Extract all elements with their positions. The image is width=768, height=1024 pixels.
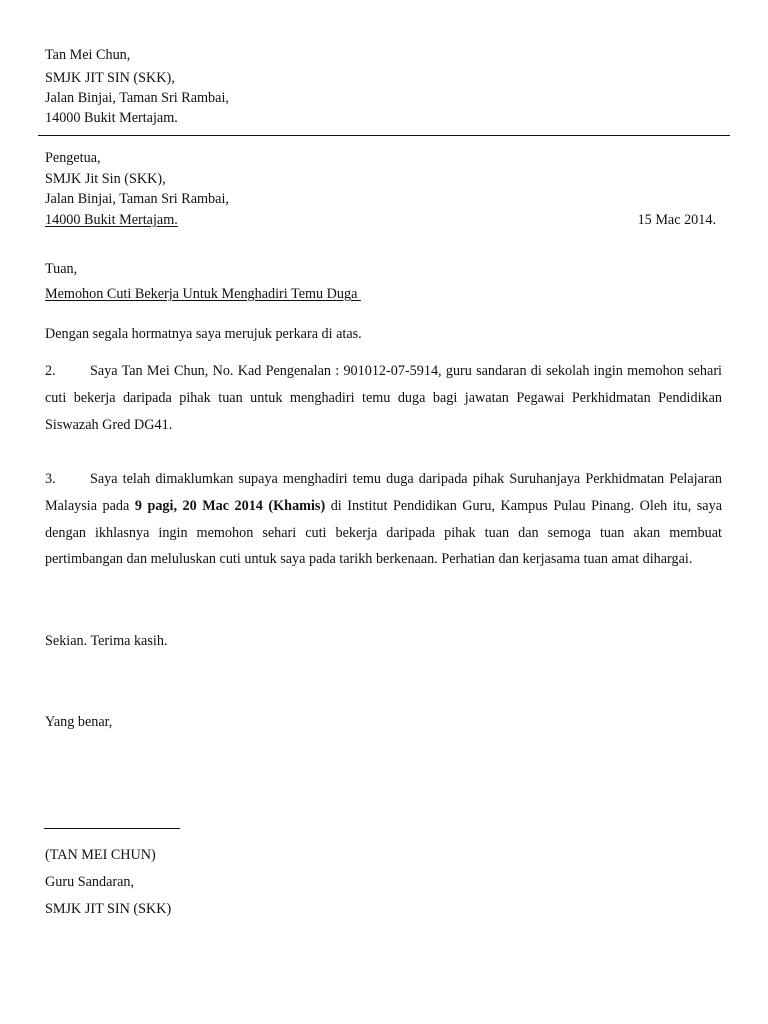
paragraph-3-interview-time: 9 pagi, 20 Mac 2014 (Khamis) [134,497,326,514]
signoff: Yang benar, [45,714,113,730]
recipient-school: SMJK Jit Sin (SKK), [45,171,166,187]
closing-line: Sekian. Terima kasih. [45,633,168,649]
paragraph-3 [45,466,722,573]
sender-name: Tan Mei Chun, [45,47,131,63]
sender-school: SMJK JIT SIN (SKK), [45,70,175,86]
recipient-street: Jalan Binjai, Taman Sri Rambai, [45,191,229,207]
subject-line: Memohon Cuti Bekerja Untuk Menghadiri Temu Duga [45,286,361,302]
opening-sentence: Dengan segala hormatnya saya merujuk perkara di atas. [45,326,362,342]
recipient-city: 14000 Bukit Mertajam. [45,212,178,228]
signature-school: SMJK JIT SIN (SKK) [45,901,172,917]
sender-street: Jalan Binjai, Taman Sri Rambai, [45,90,229,106]
paragraph-2 [45,358,722,438]
paragraph-2-number: 2. [45,363,56,379]
paragraph-3-text-after: di Institut Pendidikan Guru, Kampus Pulau Pinang. Oleh itu, saya dengan ikhlasnya ingin memohon sehari cuti bekerja daripada pihak tuan dan semoga tuan akan membuat pertimbangan dan meluluskan cuti untuk saya pada tarikh berkenaan. Perhatian dan kerjasama tuan amat dihargai. [45,497,722,568]
sender-city: 14000 Bukit Mertajam. [45,110,178,126]
salutation: Tuan, [45,261,78,277]
paragraph-3-text-before: Saya telah dimaklumkan supaya menghadiri temu duga daripada pihak Suruhanjaya Perkhidmatan Pelajaran Malaysia pada [45,471,722,514]
letter-date: 15 Mac 2014. [637,212,716,228]
header-divider [38,135,730,136]
signature-name: (TAN MEI CHUN) [45,847,156,863]
recipient-title: Pengetua, [45,150,101,166]
paragraph-2-text: Saya Tan Mei Chun, No. Kad Pengenalan : 901012-07-5914, guru sandaran di sekolah ingin memohon sehari cuti bekerja daripada pihak tuan untuk menghadiri temu duga bagi jawatan Pegawai Perkhidmatan Pendidikan Siswazah Gred DG41. [45,363,722,433]
signature-position: Guru Sandaran, [45,874,135,890]
paragraph-3-number: 3. [45,471,56,487]
signature-line [44,828,180,829]
